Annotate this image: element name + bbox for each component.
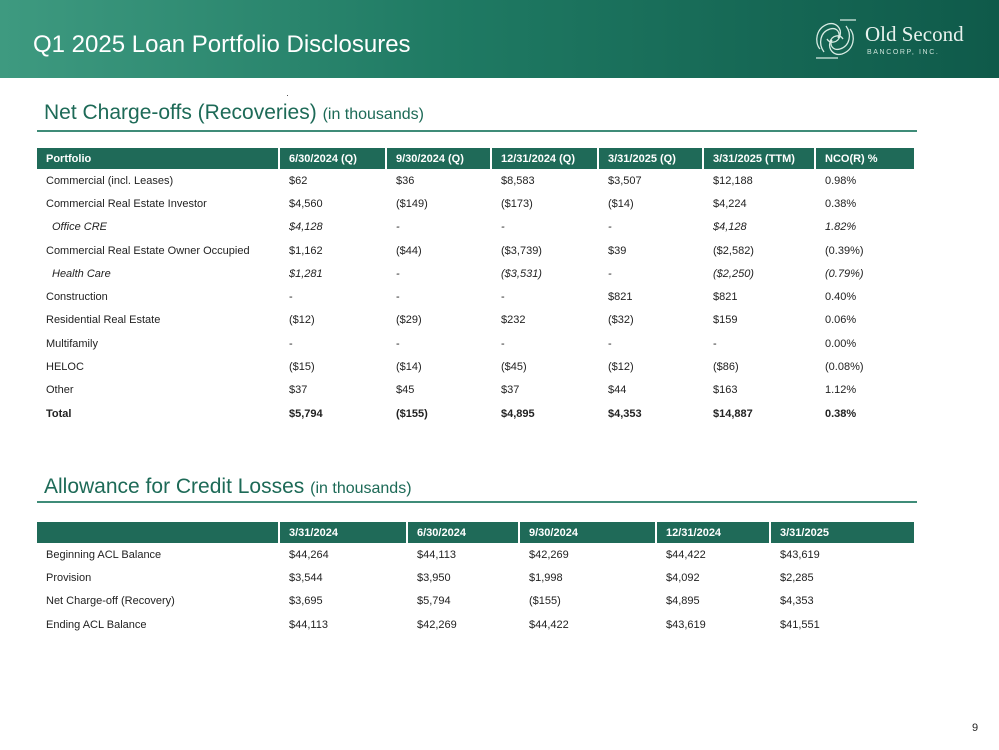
table-cell: (0.79%) <box>825 267 864 280</box>
column-header <box>37 522 280 543</box>
table-cell: - <box>608 221 612 234</box>
table-cell: ($173) <box>501 197 533 210</box>
table-cell: $62 <box>289 174 308 187</box>
nco-title-units: (in thousands) <box>322 106 424 123</box>
table-cell: 0.00% <box>825 337 857 350</box>
table-cell: 0.38% <box>825 407 857 420</box>
table-row <box>37 262 914 285</box>
slide-title: Q1 2025 Loan Portfolio Disclosures <box>33 31 411 58</box>
table-cell: $163 <box>713 384 738 397</box>
row-label: Ending ACL Balance <box>46 618 147 631</box>
table-header-row <box>37 148 914 169</box>
table-cell: $44,264 <box>289 548 329 561</box>
table-cell: $4,895 <box>666 595 700 608</box>
table-cell: (0.08%) <box>825 361 864 374</box>
table-cell: - <box>289 337 293 350</box>
table-cell: $8,583 <box>501 174 535 187</box>
table-cell: $41,551 <box>780 618 820 631</box>
table-cell: $37 <box>289 384 308 397</box>
table-cell: $4,128 <box>713 221 747 234</box>
logo-wordmark: Old Second <box>865 22 964 46</box>
table-row <box>37 402 914 425</box>
table-cell: ($3,739) <box>501 244 542 257</box>
table-cell: $232 <box>501 314 526 327</box>
acl-title-units: (in thousands) <box>310 480 412 497</box>
table-cell: $37 <box>501 384 520 397</box>
column-header: 3/31/2025 <box>771 522 914 543</box>
table-cell: - <box>289 291 293 304</box>
table-cell: $42,269 <box>417 618 457 631</box>
table-cell: $5,794 <box>289 407 323 420</box>
table-cell: - <box>608 337 612 350</box>
table-cell: $3,507 <box>608 174 642 187</box>
column-header: 9/30/2024 <box>520 522 657 543</box>
table-cell: - <box>713 337 717 350</box>
page-number: 9 <box>972 722 979 734</box>
row-label: Multifamily <box>46 337 98 350</box>
company-logo <box>810 12 990 68</box>
table-cell: - <box>501 221 505 234</box>
table-cell: ($2,582) <box>713 244 754 257</box>
logo-subtitle: BANCORP, INC. <box>867 49 940 56</box>
slide-header <box>0 0 999 78</box>
table-cell: $821 <box>713 291 738 304</box>
table-cell: 0.98% <box>825 174 857 187</box>
column-header: 3/31/2025 (Q) <box>599 148 704 169</box>
column-header: 6/30/2024 <box>408 522 520 543</box>
table-cell: $4,128 <box>289 221 323 234</box>
row-label: Commercial (incl. Leases) <box>46 174 174 187</box>
table-row <box>37 309 914 332</box>
net-charge-offs-table <box>37 148 914 425</box>
table-cell: ($12) <box>608 361 634 374</box>
table-row <box>37 379 914 402</box>
table-cell: $4,353 <box>780 595 814 608</box>
allowance-credit-losses-table <box>37 522 914 636</box>
table-cell: - <box>608 267 612 280</box>
table-cell: $4,092 <box>666 571 700 584</box>
table-cell: - <box>501 291 505 304</box>
table-cell: $36 <box>396 174 415 187</box>
table-row <box>37 355 914 378</box>
table-cell: ($45) <box>501 361 527 374</box>
row-label: Commercial Real Estate Investor <box>46 197 207 210</box>
table-cell: ($14) <box>396 361 422 374</box>
row-label: Net Charge-off (Recovery) <box>46 595 175 608</box>
table-cell: $43,619 <box>666 618 706 631</box>
table-cell: ($12) <box>289 314 315 327</box>
table-cell: $44,422 <box>666 548 706 561</box>
table-cell: ($155) <box>529 595 561 608</box>
column-header: 3/31/2025 (TTM) <box>704 148 816 169</box>
stray-dot <box>287 95 288 96</box>
table-cell: 0.38% <box>825 197 857 210</box>
row-label: Health Care <box>52 267 111 280</box>
table-row <box>37 285 914 308</box>
table-cell: $1,162 <box>289 244 323 257</box>
table-cell: $4,353 <box>608 407 642 420</box>
acl-section-divider <box>37 501 917 503</box>
table-cell: $43,619 <box>780 548 820 561</box>
table-cell: 0.40% <box>825 291 857 304</box>
table-cell: ($14) <box>608 197 634 210</box>
table-row <box>37 332 914 355</box>
nco-title-text: Net Charge-offs (Recoveries) <box>44 101 317 124</box>
table-cell: $45 <box>396 384 415 397</box>
table-cell: ($149) <box>396 197 428 210</box>
table-row <box>37 613 914 636</box>
row-label: Beginning ACL Balance <box>46 548 162 561</box>
table-cell: ($15) <box>289 361 315 374</box>
table-cell: $42,269 <box>529 548 569 561</box>
table-cell: 1.12% <box>825 384 857 397</box>
table-cell: ($86) <box>713 361 739 374</box>
table-cell: $44,422 <box>529 618 569 631</box>
table-cell: $1,281 <box>289 267 323 280</box>
column-header: 12/31/2024 (Q) <box>492 148 599 169</box>
column-header: 6/30/2024 (Q) <box>280 148 387 169</box>
table-cell: - <box>396 291 400 304</box>
table-cell: $159 <box>713 314 738 327</box>
table-cell: $44 <box>608 384 627 397</box>
column-header: Portfolio <box>37 148 280 169</box>
table-cell: $3,695 <box>289 595 323 608</box>
table-cell: - <box>396 221 400 234</box>
table-cell: ($44) <box>396 244 422 257</box>
table-cell: ($29) <box>396 314 422 327</box>
nco-section-divider <box>37 130 917 132</box>
table-cell: 0.06% <box>825 314 857 327</box>
table-row <box>37 239 914 262</box>
column-header: 12/31/2024 <box>657 522 771 543</box>
acl-title-text: Allowance for Credit Losses <box>44 475 305 498</box>
row-label: Construction <box>46 291 108 304</box>
table-cell: - <box>396 267 400 280</box>
table-cell: $5,794 <box>417 595 451 608</box>
table-cell: $3,950 <box>417 571 451 584</box>
table-cell: 1.82% <box>825 221 857 234</box>
row-label: Total <box>46 407 72 420</box>
table-cell: $14,887 <box>713 407 753 420</box>
table-row <box>37 192 914 215</box>
table-cell: $4,224 <box>713 197 747 210</box>
table-cell: ($32) <box>608 314 634 327</box>
table-row <box>37 566 914 589</box>
table-cell: $2,285 <box>780 571 814 584</box>
table-cell: $1,998 <box>529 571 563 584</box>
column-header: 9/30/2024 (Q) <box>387 148 492 169</box>
table-cell: - <box>501 337 505 350</box>
acl-section-title <box>44 475 412 499</box>
table-cell: $12,188 <box>713 174 753 187</box>
table-cell: $44,113 <box>417 548 456 561</box>
row-label: Commercial Real Estate Owner Occupied <box>46 244 250 257</box>
table-cell: ($155) <box>396 407 428 420</box>
table-cell: (0.39%) <box>825 244 864 257</box>
table-row <box>37 216 914 239</box>
table-cell: $44,113 <box>289 618 328 631</box>
row-label: Provision <box>46 571 92 584</box>
table-row <box>37 543 914 566</box>
table-cell: - <box>396 337 400 350</box>
table-row <box>37 590 914 613</box>
table-header-row <box>37 522 914 543</box>
row-label: Office CRE <box>52 221 108 234</box>
row-label: HELOC <box>46 361 84 374</box>
table-cell: $39 <box>608 244 627 257</box>
table-cell: ($2,250) <box>713 267 754 280</box>
table-row <box>37 169 914 192</box>
column-header: NCO(R) % <box>816 148 914 169</box>
table-cell: $4,895 <box>501 407 535 420</box>
nco-section-title <box>44 101 424 125</box>
column-header: 3/31/2024 <box>280 522 408 543</box>
table-cell: $4,560 <box>289 197 323 210</box>
table-cell: $821 <box>608 291 633 304</box>
logo-mark-icon <box>810 14 860 64</box>
row-label: Other <box>46 384 74 397</box>
row-label: Residential Real Estate <box>46 314 161 327</box>
table-cell: $3,544 <box>289 571 323 584</box>
table-cell: ($3,531) <box>501 267 542 280</box>
